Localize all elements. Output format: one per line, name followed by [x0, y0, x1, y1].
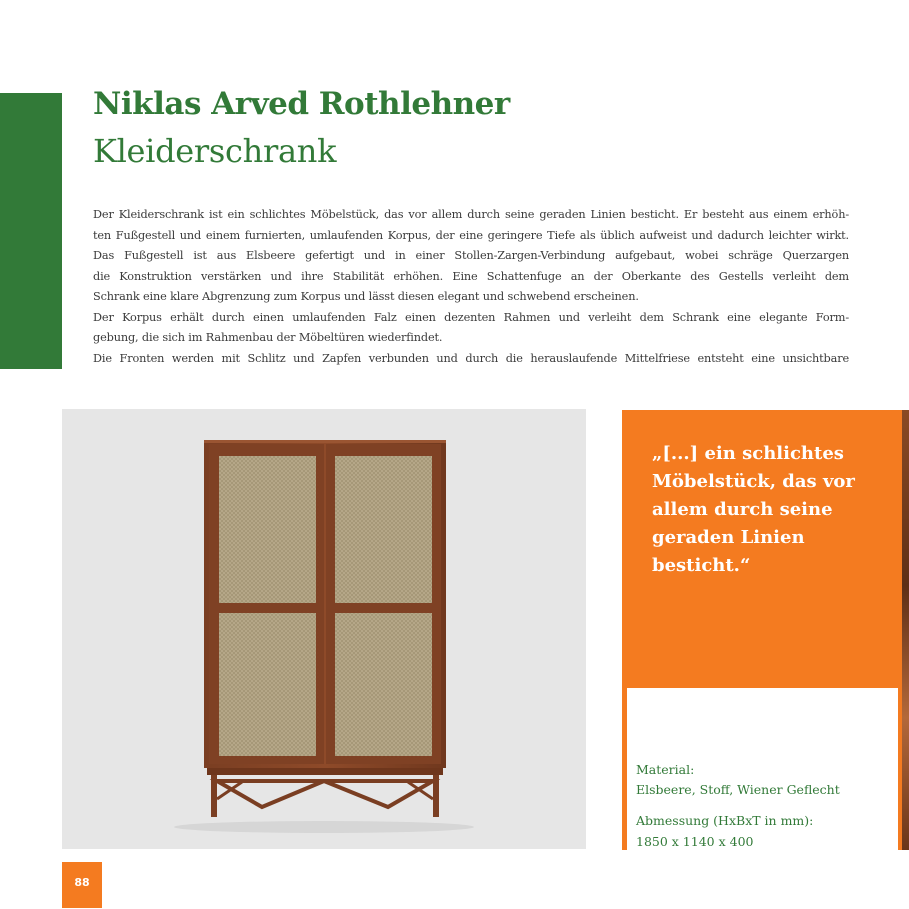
quote-line: Möbelstück, das vor — [652, 471, 855, 492]
cane-panel — [219, 456, 316, 603]
quote-line: „[...] ein schlichtes — [652, 443, 844, 464]
quote-line: geraden Linien — [652, 527, 805, 548]
quote-box-border — [622, 688, 627, 850]
dimension-value: 1850 x 1140 x 400 — [636, 834, 754, 849]
description-line: gebung, die sich im Rahmenbau der Möbeltüren wiederfindet. — [93, 331, 443, 344]
description-text — [93, 205, 849, 369]
cane-panel — [335, 613, 432, 756]
description-line: ten Fußgestell und einem furnierten, umlaufenden Korpus, der eine geringere Tiefe als üblich aufweist und dadurch leichter wirkt. — [93, 228, 849, 242]
green-accent-bar — [0, 93, 62, 369]
description-line: Der Korpus erhält durch einen umlaufenden Falz einen dezenten Rahmen und verleiht dem Schrank eine elegante Form- — [93, 310, 849, 324]
wardrobe-illustration — [62, 409, 586, 849]
description-line: Das Fußgestell ist aus Elsbeere gefertigt und in einer Stollen-Zargen-Verbindung aufgebaut, wobei schräge Querzargen — [93, 249, 849, 262]
dimension-label: Abmessung (HxBxT in mm): — [636, 813, 814, 828]
cane-panel — [335, 456, 432, 603]
material-label: Material: — [636, 762, 695, 777]
quote-line: besticht.“ — [652, 555, 751, 576]
description-line: Schrank eine klare Abgrenzung zum Korpus und lässt diesen elegant und schwebend erscheinen. — [93, 290, 639, 303]
wardrobe-photo — [62, 409, 586, 849]
description-line: die Konstruktion verstärken und ihre Stabilität erhöhen. Eine Schattenfuge an der Oberkante des Gestells verleiht dem — [93, 269, 849, 283]
work-title: Kleiderschrank — [93, 132, 337, 170]
quote-line: allem durch seine — [652, 499, 833, 520]
description-line: Die Fronten werden mit Schlitz und Zapfen verbunden und durch die herauslaufende Mittelfriese entsteht eine unsichtbare — [93, 351, 849, 365]
photo-edge-strip — [902, 410, 909, 850]
pull-quote — [652, 440, 884, 580]
material-value: Elsbeere, Stoff, Wiener Geflecht — [636, 782, 840, 797]
cane-panel — [219, 613, 316, 756]
author-name: Niklas Arved Rothlehner — [93, 86, 510, 122]
page-number: 88 — [62, 862, 102, 908]
wardrobe-base — [207, 768, 443, 775]
description-line: Der Kleiderschrank ist ein schlichtes Möbelstück, das vor allem durch seine geraden Linien besticht. Er besteht aus einem erhöh- — [93, 208, 849, 221]
